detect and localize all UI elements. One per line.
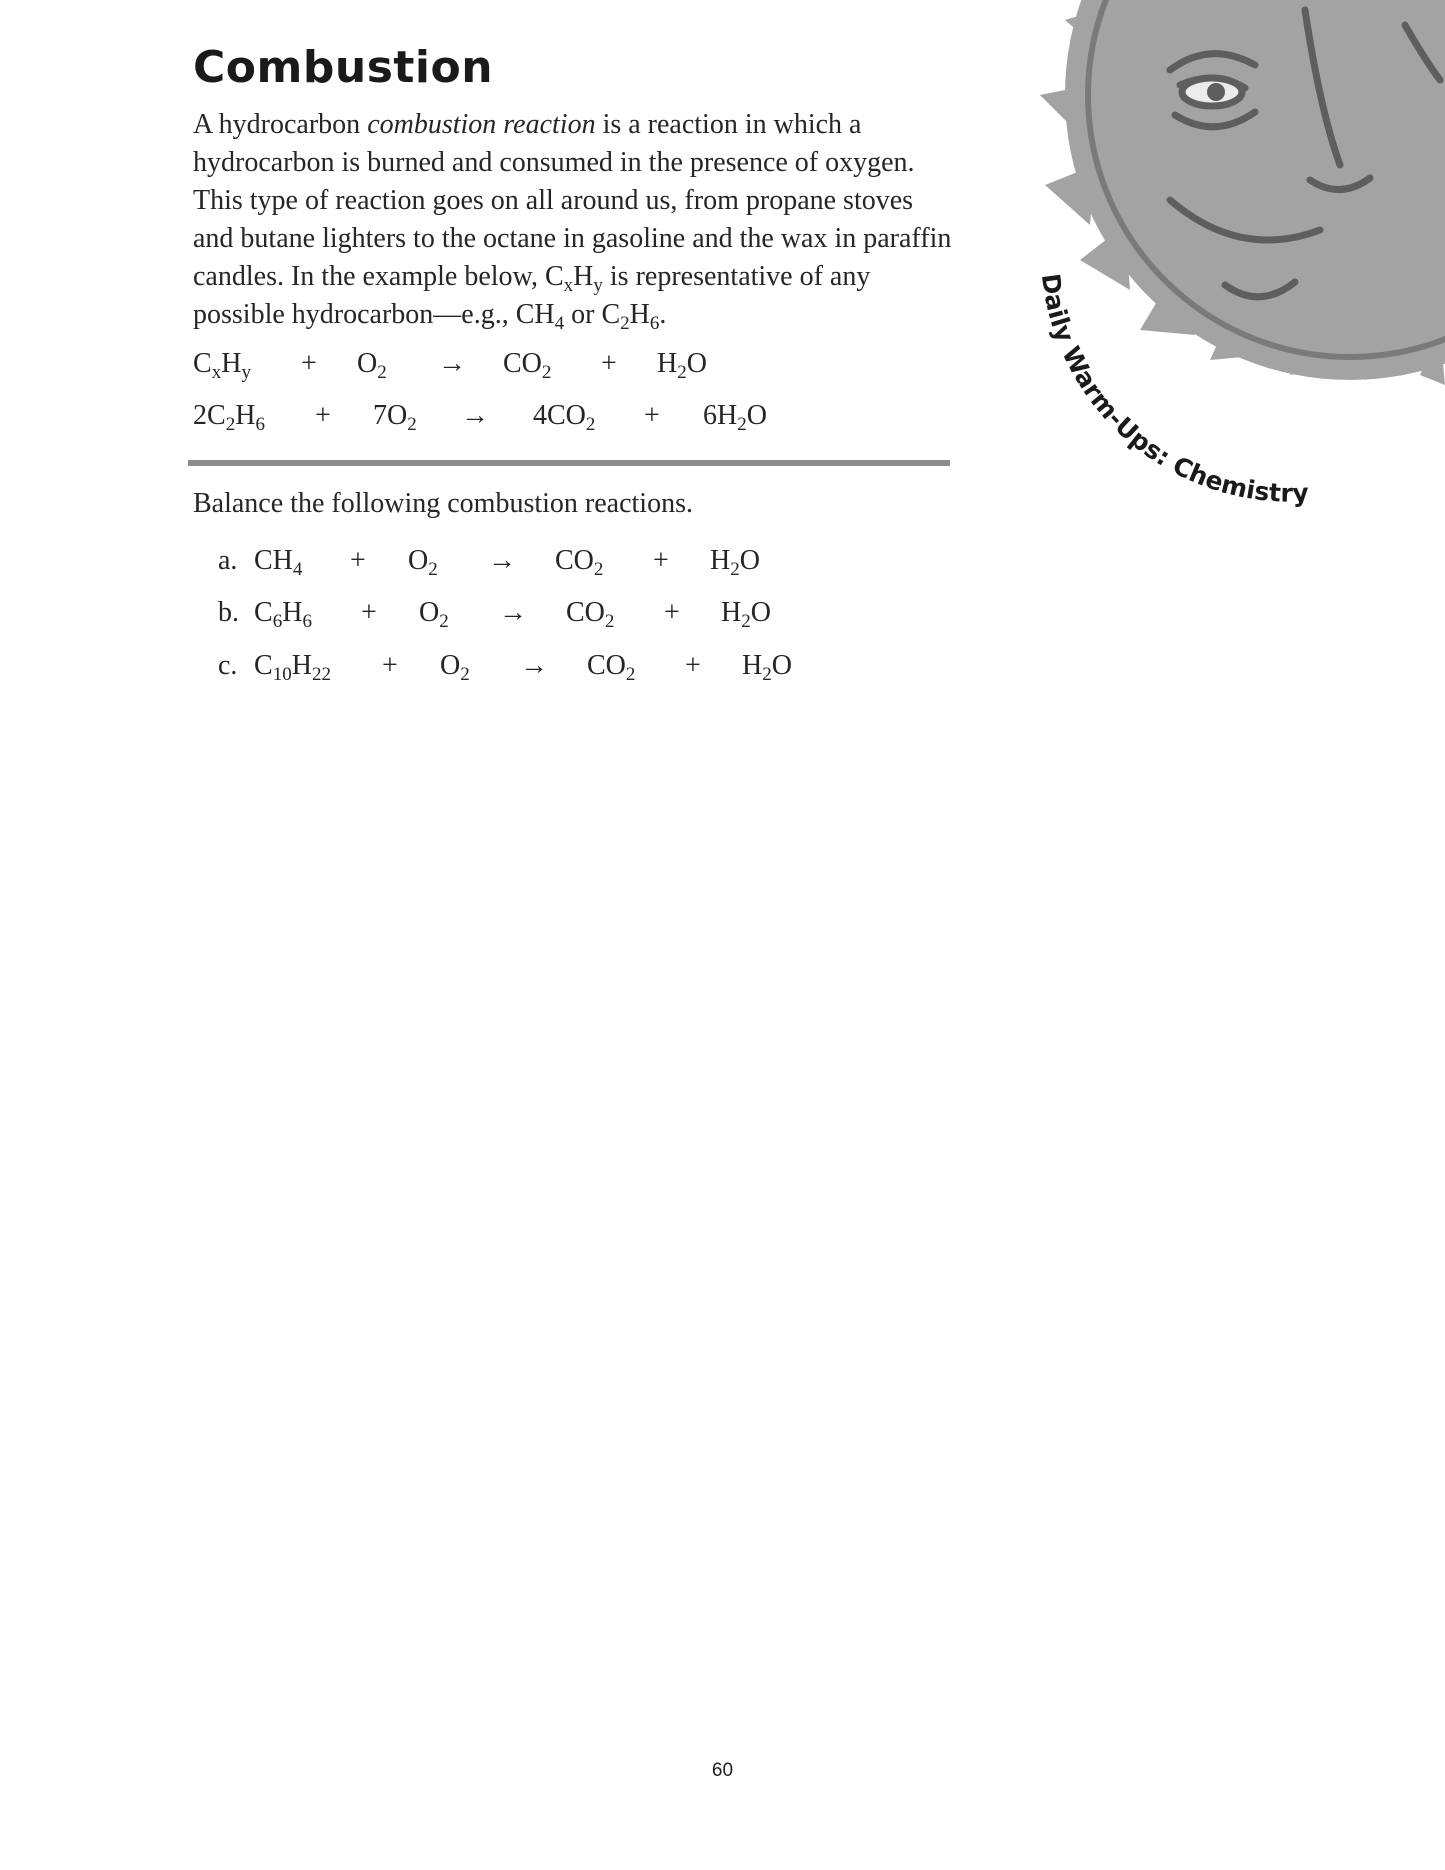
intro-term: combustion reaction <box>367 109 596 140</box>
equation-term: $H_2O$ <box>657 348 707 384</box>
generic-formula: $C_xH_y$ <box>544 261 603 297</box>
equation-term: $CH_4$ <box>254 545 303 581</box>
section-divider <box>188 460 950 466</box>
series-banner: Daily Warm-Ups: Chemistry <box>1035 271 1310 508</box>
instruction-text: Balance the following combustion reactions. <box>193 488 693 519</box>
intro-text-or: or <box>564 299 602 330</box>
equation-term: $C_6H_6$ <box>254 597 312 633</box>
equation-term: $O_2$ <box>408 545 438 581</box>
equation-operator: + <box>382 650 398 681</box>
problem-label: b. <box>218 597 239 628</box>
equation-term: $6H_2O$ <box>703 400 767 436</box>
equation-term: $4CO_2$ <box>533 400 596 436</box>
equation-term: $H_2O$ <box>742 650 792 686</box>
equation-arrow: → <box>461 400 489 431</box>
equation-arrow: → <box>488 545 516 576</box>
equation-operator: + <box>315 400 331 431</box>
intro-text-body: is a reaction in which a hydrocarbon is burned and consumed in the presence of oxygen. This type of reaction goes on all around us, from propane stoves and butane lighters to the octane in gasoline and the wax in paraffin candles. In the example below, <box>193 109 952 292</box>
example-formula-1: $CH_4$ <box>515 299 565 335</box>
equation-term: $CO_2$ <box>566 597 615 633</box>
example-formula-2: $C_2H_6$ <box>601 299 660 335</box>
equation-operator: + <box>653 545 669 576</box>
equation-arrow: → <box>520 650 548 681</box>
equation-arrow: → <box>499 597 527 628</box>
equation-term: $CO_2$ <box>555 545 604 581</box>
equation-arrow: → <box>438 348 466 379</box>
equation-operator: + <box>685 650 701 681</box>
equation-operator: + <box>301 348 317 379</box>
equation-term: $CO_2$ <box>503 348 552 384</box>
equation-operator: + <box>361 597 377 628</box>
equation-term: $O_2$ <box>357 348 387 384</box>
equation-term: $C_{10}H_{22}$ <box>254 650 331 686</box>
page-title: Combustion <box>193 42 494 93</box>
equation-term: $CO_2$ <box>587 650 636 686</box>
equation-term: $O_2$ <box>419 597 449 633</box>
equation-operator: + <box>664 597 680 628</box>
sun-illustration <box>1020 0 1445 520</box>
equation-term: $H_2O$ <box>721 597 771 633</box>
equation-term: $H_2O$ <box>710 545 760 581</box>
problem-label: a. <box>218 545 238 576</box>
problem-label: c. <box>218 650 238 681</box>
page-number: 60 <box>711 1760 734 1781</box>
equation-term: $7O_2$ <box>373 400 417 436</box>
equation-operator: + <box>601 348 617 379</box>
intro-text-mid: is representative of any possible hydrocarbon—e.g., <box>193 261 871 330</box>
equation-operator: + <box>644 400 660 431</box>
sun-disc <box>1065 0 1445 380</box>
equation-operator: + <box>350 545 366 576</box>
equation-term: $C_xH_y$ <box>193 348 251 384</box>
intro-text-end: . <box>659 299 667 330</box>
equation-term: $O_2$ <box>440 650 470 686</box>
intro-text-start: A hydrocarbon <box>193 109 368 140</box>
equation-term: $2C_2H_6$ <box>193 400 265 436</box>
intro-paragraph <box>193 106 953 334</box>
